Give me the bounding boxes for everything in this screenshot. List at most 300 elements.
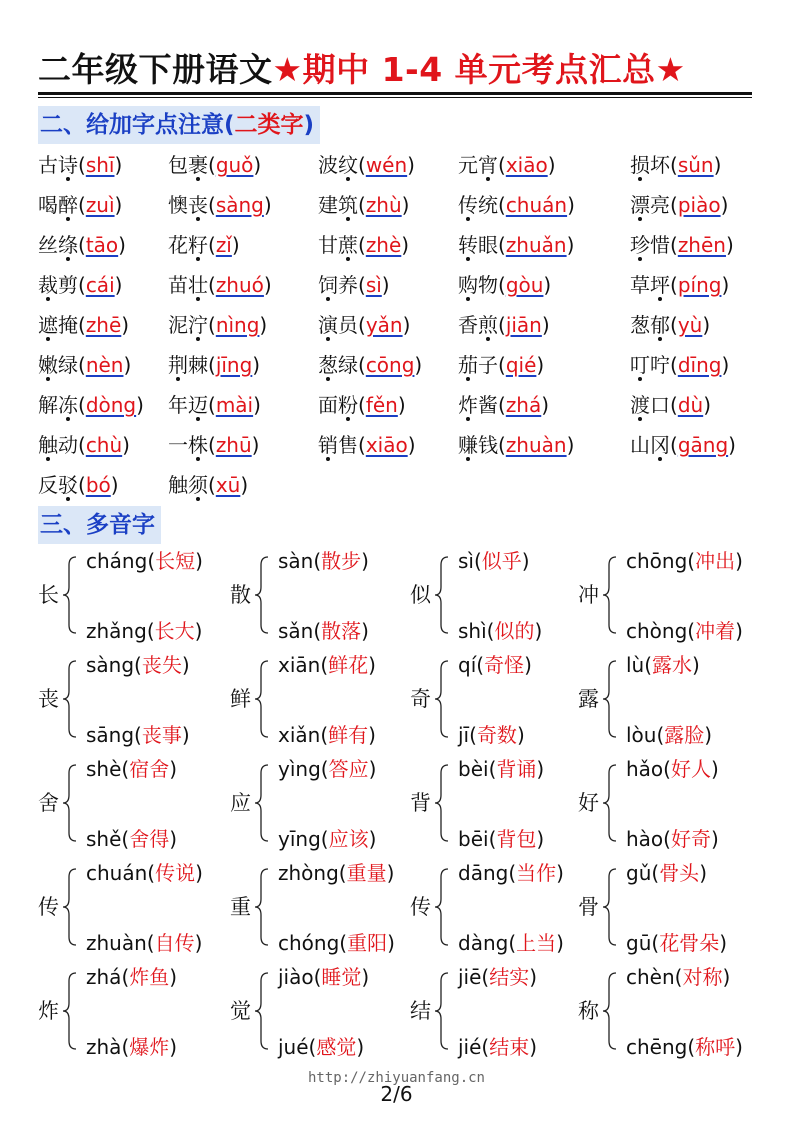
reading-example: 重量 xyxy=(346,861,387,885)
reading-second: shì(似的) xyxy=(458,619,543,643)
reading-pinyin: dàng xyxy=(458,931,509,955)
emphasis-dot xyxy=(326,377,330,381)
emphasis-dot xyxy=(346,417,350,421)
polyphone-char: 结 xyxy=(410,999,431,1023)
emphasis-dot xyxy=(46,337,50,341)
reading-second: zhuàn(自传) xyxy=(86,931,203,955)
word-hanzi: 触动 xyxy=(38,433,78,457)
polyphone-char: 背 xyxy=(410,791,431,815)
word-pinyin: zhū xyxy=(215,433,252,457)
reading-example: 感觉 xyxy=(316,1035,357,1059)
reading-pinyin: qí xyxy=(458,653,477,677)
word-item: 年迈 (mài) xyxy=(168,392,261,418)
reading-second: xiǎn(鲜有) xyxy=(278,723,376,747)
polyphone-char: 传 xyxy=(38,895,59,919)
brace-icon xyxy=(252,971,270,1051)
word-hanzi: 饲养 xyxy=(318,273,358,297)
word-pinyin: jiān xyxy=(505,313,542,337)
reading-pinyin: shě xyxy=(86,827,122,851)
word-pinyin: tāo xyxy=(85,233,119,257)
word-pinyin: bó xyxy=(85,473,111,497)
reading-second: bēi(背包) xyxy=(458,827,545,851)
word-item: 喝醉 (zuì) xyxy=(38,192,122,218)
word-item: 饲养 (sì) xyxy=(318,272,390,298)
word-pinyin: gāng xyxy=(677,433,729,457)
reading-pinyin: hǎo xyxy=(626,757,664,781)
word-hanzi: 漂亮 xyxy=(630,193,670,217)
emphasis-dot xyxy=(466,377,470,381)
brace-icon xyxy=(252,555,270,635)
reading-pinyin: gǔ xyxy=(626,861,652,885)
word-item: 嫩绿 (nèn) xyxy=(38,352,131,378)
reading-example: 爆炸 xyxy=(129,1035,170,1059)
section-label-highlight: 二类字 xyxy=(234,112,304,138)
reading-first: dāng(当作) xyxy=(458,861,564,885)
word-pinyin: qié xyxy=(505,353,537,377)
word-pinyin: xiāo xyxy=(365,433,408,457)
brace-icon xyxy=(60,659,78,739)
polyphone-char: 丧 xyxy=(38,687,59,711)
emphasis-dot xyxy=(66,177,70,181)
word-item: 转眼 (zhuǎn) xyxy=(458,232,574,258)
reading-example: 露水 xyxy=(652,653,693,677)
word-hanzi: 茄子 xyxy=(458,353,498,377)
emphasis-dot xyxy=(658,297,662,301)
section-label: 三、多音字 xyxy=(40,512,155,538)
polyphone-char: 骨 xyxy=(578,895,599,919)
reading-pinyin: sàng xyxy=(86,653,135,677)
emphasis-dot xyxy=(658,457,662,461)
reading-example: 答应 xyxy=(328,757,369,781)
word-pinyin: sàng xyxy=(215,193,264,217)
word-pinyin: zhēn xyxy=(677,233,726,257)
section-label: 二、给加字点注意 xyxy=(40,112,224,138)
word-item: 元宵 (xiāo) xyxy=(458,152,556,178)
word-hanzi: 甘蔗 xyxy=(318,233,358,257)
word-pinyin: cái xyxy=(85,273,115,297)
word-hanzi: 珍惜 xyxy=(630,233,670,257)
emphasis-dot xyxy=(196,217,200,221)
word-pinyin: mài xyxy=(215,393,254,417)
reading-second: hào(好奇) xyxy=(626,827,719,851)
brace-icon xyxy=(432,867,450,947)
polyphone-char: 似 xyxy=(410,583,431,607)
word-item: 漂亮 (piào) xyxy=(630,192,728,218)
reading-example: 丧失 xyxy=(141,653,182,677)
paren-open: ( xyxy=(224,112,235,138)
emphasis-dot xyxy=(196,337,200,341)
reading-first: bèi(背诵) xyxy=(458,757,545,781)
word-pinyin: piào xyxy=(677,193,721,217)
polyphone-char: 鲜 xyxy=(230,687,251,711)
reading-pinyin: sàn xyxy=(278,549,314,573)
polyphone-char: 奇 xyxy=(410,687,431,711)
word-item: 演员 (yǎn) xyxy=(318,312,410,338)
reading-first: chèn(对称) xyxy=(626,965,731,989)
reading-first: chōng(冲出) xyxy=(626,549,743,573)
word-item: 山冈 (gāng) xyxy=(630,432,736,458)
word-hanzi: 嫩绿 xyxy=(38,353,78,377)
emphasis-dot xyxy=(486,337,490,341)
emphasis-dot xyxy=(658,337,662,341)
word-hanzi: 山冈 xyxy=(630,433,670,457)
reading-pinyin: zhòng xyxy=(278,861,339,885)
reading-example: 奇数 xyxy=(476,723,517,747)
reading-example: 似乎 xyxy=(481,549,522,573)
reading-second: jī(奇数) xyxy=(458,723,525,747)
polyphone-char: 称 xyxy=(578,999,599,1023)
polyphone-char: 长 xyxy=(38,583,59,607)
word-item: 面粉 (fěn) xyxy=(318,392,406,418)
word-pinyin: gòu xyxy=(505,273,544,297)
polyphone-char: 觉 xyxy=(230,999,251,1023)
word-hanzi: 喝醉 xyxy=(38,193,78,217)
word-hanzi: 花籽 xyxy=(168,233,208,257)
brace-icon xyxy=(600,763,618,843)
reading-second: shě(舍得) xyxy=(86,827,178,851)
word-item: 销售 (xiāo) xyxy=(318,432,416,458)
word-hanzi: 触须 xyxy=(168,473,208,497)
word-hanzi: 泥泞 xyxy=(168,313,208,337)
word-pinyin: fěn xyxy=(365,393,398,417)
reading-pinyin: bēi xyxy=(458,827,489,851)
word-item: 珍惜 (zhēn) xyxy=(630,232,734,258)
word-item: 荆棘 (jīng) xyxy=(168,352,260,378)
polyphone-char: 冲 xyxy=(578,583,599,607)
page-number: 2/6 xyxy=(380,1082,413,1106)
word-pinyin: xiāo xyxy=(505,153,548,177)
word-pinyin: nèn xyxy=(85,353,124,377)
reading-pinyin: hào xyxy=(626,827,664,851)
word-hanzi: 转眼 xyxy=(458,233,498,257)
reading-second: zhà(爆炸) xyxy=(86,1035,178,1059)
reading-pinyin: chèn xyxy=(626,965,675,989)
word-item: 苗壮 (zhuó) xyxy=(168,272,272,298)
reading-first: lù(露水) xyxy=(626,653,700,677)
emphasis-dot xyxy=(638,377,642,381)
reading-second: jué(感觉) xyxy=(278,1035,365,1059)
word-item: 购物 (gòu) xyxy=(458,272,551,298)
polyphone-char: 舍 xyxy=(38,791,59,815)
reading-first: sàng(丧失) xyxy=(86,653,190,677)
word-pinyin: zhē xyxy=(85,313,122,337)
emphasis-dot xyxy=(66,417,70,421)
brace-icon xyxy=(252,867,270,947)
brace-icon xyxy=(432,971,450,1051)
word-item: 泥泞 (nìng) xyxy=(168,312,267,338)
word-pinyin: zhuàn xyxy=(505,433,567,457)
word-pinyin: cōng xyxy=(365,353,415,377)
reading-second: zhǎng(长大) xyxy=(86,619,203,643)
reading-example: 上当 xyxy=(516,931,557,955)
word-item: 甘蔗 (zhè) xyxy=(318,232,409,258)
emphasis-dot xyxy=(466,217,470,221)
emphasis-dot xyxy=(326,457,330,461)
emphasis-dot xyxy=(466,457,470,461)
word-pinyin: shī xyxy=(85,153,115,177)
reading-pinyin: jiào xyxy=(278,965,314,989)
brace-icon xyxy=(432,555,450,635)
reading-example: 自传 xyxy=(154,931,195,955)
reading-pinyin: shì xyxy=(458,619,487,643)
word-hanzi: 购物 xyxy=(458,273,498,297)
reading-first: chuán(传说) xyxy=(86,861,203,885)
reading-second: sǎn(散落) xyxy=(278,619,369,643)
reading-second: sāng(丧事) xyxy=(86,723,190,747)
reading-pinyin: chóng xyxy=(278,931,340,955)
reading-pinyin: chēng xyxy=(626,1035,688,1059)
reading-example: 好人 xyxy=(670,757,711,781)
reading-second: gū(花骨朵) xyxy=(626,931,727,955)
reading-example: 对称 xyxy=(682,965,723,989)
reading-example: 传说 xyxy=(155,861,196,885)
reading-second: jié(结束) xyxy=(458,1035,538,1059)
word-hanzi: 损坏 xyxy=(630,153,670,177)
section-heading-second-class-chars xyxy=(38,106,320,144)
reading-pinyin: yìng xyxy=(278,757,321,781)
word-hanzi: 元宵 xyxy=(458,153,498,177)
emphasis-dot xyxy=(638,257,642,261)
reading-example: 舍得 xyxy=(129,827,170,851)
word-hanzi: 叮咛 xyxy=(630,353,670,377)
emphasis-dot xyxy=(66,257,70,261)
brace-icon xyxy=(60,971,78,1051)
reading-example: 当作 xyxy=(516,861,557,885)
word-hanzi: 荆棘 xyxy=(168,353,208,377)
emphasis-dot xyxy=(326,337,330,341)
reading-first: sì(似乎) xyxy=(458,549,530,573)
word-hanzi: 波纹 xyxy=(318,153,358,177)
word-item: 葱绿 (cōng) xyxy=(318,352,422,378)
brace-icon xyxy=(600,659,618,739)
word-pinyin: sì xyxy=(365,273,382,297)
word-pinyin: dù xyxy=(677,393,704,417)
brace-icon xyxy=(60,555,78,635)
polyphone-char: 好 xyxy=(578,791,599,815)
word-pinyin: wén xyxy=(365,153,408,177)
word-hanzi: 草坪 xyxy=(630,273,670,297)
emphasis-dot xyxy=(466,417,470,421)
reading-example: 宿舍 xyxy=(129,757,170,781)
reading-example: 睡觉 xyxy=(321,965,362,989)
title-main: 二年级下册语文 xyxy=(38,50,273,89)
word-pinyin: zuì xyxy=(85,193,115,217)
reading-second: chòng(冲着) xyxy=(626,619,743,643)
word-pinyin: jīng xyxy=(215,353,253,377)
word-hanzi: 包裹 xyxy=(168,153,208,177)
word-item: 裁剪 (cái) xyxy=(38,272,122,298)
emphasis-dot xyxy=(196,457,200,461)
reading-example: 背包 xyxy=(496,827,537,851)
emphasis-dot xyxy=(66,217,70,221)
emphasis-dot xyxy=(466,257,470,261)
brace-icon xyxy=(252,763,270,843)
reading-first: zhòng(重量) xyxy=(278,861,395,885)
word-item: 草坪 (píng) xyxy=(630,272,729,298)
reading-first: jiào(睡觉) xyxy=(278,965,370,989)
reading-pinyin: bèi xyxy=(458,757,489,781)
reading-pinyin: dāng xyxy=(458,861,509,885)
polyphone-char: 露 xyxy=(578,687,599,711)
reading-second: chēng(称呼) xyxy=(626,1035,743,1059)
word-item: 波纹 (wén) xyxy=(318,152,415,178)
brace-icon xyxy=(432,763,450,843)
footer-url: http://zhiyuanfang.cn xyxy=(307,1070,485,1086)
reading-example: 散步 xyxy=(321,549,362,573)
reading-pinyin: chòng xyxy=(626,619,688,643)
reading-pinyin: zhá xyxy=(86,965,122,989)
reading-example: 似的 xyxy=(494,619,535,643)
word-hanzi: 年迈 xyxy=(168,393,208,417)
emphasis-dot xyxy=(46,457,50,461)
word-hanzi: 面粉 xyxy=(318,393,358,417)
title-rule-thin xyxy=(38,97,752,98)
emphasis-dot xyxy=(196,257,200,261)
word-item: 遮掩 (zhē) xyxy=(38,312,129,338)
reading-first: yìng(答应) xyxy=(278,757,377,781)
word-pinyin: guǒ xyxy=(215,153,254,177)
reading-first: xiān(鲜花) xyxy=(278,653,376,677)
reading-pinyin: sāng xyxy=(86,723,135,747)
brace-icon xyxy=(600,971,618,1051)
reading-pinyin: jié xyxy=(458,1035,482,1059)
word-item: 损坏 (sǔn) xyxy=(630,152,721,178)
emphasis-dot xyxy=(346,217,350,221)
word-pinyin: zhá xyxy=(505,393,542,417)
word-pinyin: zhè xyxy=(365,233,402,257)
reading-example: 鲜有 xyxy=(328,723,369,747)
reading-example: 长大 xyxy=(154,619,195,643)
page-title xyxy=(38,48,758,92)
title-highlight: ★期中 1-4 单元考点汇总★ xyxy=(272,50,686,89)
word-hanzi: 反驳 xyxy=(38,473,78,497)
reading-second: yīng(应该) xyxy=(278,827,377,851)
word-item: 葱郁 (yù) xyxy=(630,312,710,338)
emphasis-dot xyxy=(46,377,50,381)
reading-first: shè(宿舍) xyxy=(86,757,178,781)
word-hanzi: 古诗 xyxy=(38,153,78,177)
word-item: 炸酱 (zhá) xyxy=(458,392,549,418)
brace-icon xyxy=(432,659,450,739)
reading-example: 花骨朵 xyxy=(659,931,720,955)
reading-example: 散落 xyxy=(321,619,362,643)
reading-pinyin: lù xyxy=(626,653,645,677)
reading-second: lòu(露脸) xyxy=(626,723,713,747)
reading-example: 背诵 xyxy=(496,757,537,781)
reading-example: 炸鱼 xyxy=(129,965,170,989)
reading-example: 鲜花 xyxy=(328,653,369,677)
word-item: 丝绦 (tāo) xyxy=(38,232,126,258)
reading-pinyin: zhuàn xyxy=(86,931,147,955)
word-pinyin: sǔn xyxy=(677,153,714,177)
reading-pinyin: gū xyxy=(626,931,652,955)
reading-pinyin: cháng xyxy=(86,549,148,573)
word-item: 赚钱 (zhuàn) xyxy=(458,432,574,458)
word-item: 叮咛 (dīng) xyxy=(630,352,729,378)
word-item: 花籽 (zǐ) xyxy=(168,232,240,258)
word-hanzi: 解冻 xyxy=(38,393,78,417)
word-item: 香煎 (jiān) xyxy=(458,312,550,338)
reading-example: 奇怪 xyxy=(484,653,525,677)
word-item: 反驳 (bó) xyxy=(38,472,119,498)
emphasis-dot xyxy=(196,177,200,181)
reading-example: 冲出 xyxy=(695,549,736,573)
word-hanzi: 遮掩 xyxy=(38,313,78,337)
word-item: 解冻 (dòng) xyxy=(38,392,144,418)
word-hanzi: 炸酱 xyxy=(458,393,498,417)
reading-example: 结束 xyxy=(489,1035,530,1059)
reading-example: 应该 xyxy=(328,827,369,851)
reading-pinyin: lòu xyxy=(626,723,657,747)
word-hanzi: 丝绦 xyxy=(38,233,78,257)
emphasis-dot xyxy=(638,217,642,221)
word-hanzi: 赚钱 xyxy=(458,433,498,457)
polyphone-char: 重 xyxy=(230,895,251,919)
word-item: 传统 (chuán) xyxy=(458,192,575,218)
word-hanzi: 葱绿 xyxy=(318,353,358,377)
reading-second: dàng(上当) xyxy=(458,931,564,955)
reading-pinyin: sǎn xyxy=(278,619,314,643)
reading-first: hǎo(好人) xyxy=(626,757,719,781)
reading-example: 骨头 xyxy=(659,861,700,885)
emphasis-dot xyxy=(196,417,200,421)
reading-first: cháng(长短) xyxy=(86,549,203,573)
word-item: 一株 (zhū) xyxy=(168,432,259,458)
emphasis-dot xyxy=(196,297,200,301)
emphasis-dot xyxy=(196,497,200,501)
polyphone-char: 传 xyxy=(410,895,431,919)
brace-icon xyxy=(600,867,618,947)
reading-pinyin: chōng xyxy=(626,549,688,573)
word-hanzi: 一株 xyxy=(168,433,208,457)
word-hanzi: 渡口 xyxy=(630,393,670,417)
reading-example: 重阳 xyxy=(347,931,388,955)
reading-second: chóng(重阳) xyxy=(278,931,395,955)
word-item: 古诗 (shī) xyxy=(38,152,122,178)
reading-example: 冲着 xyxy=(695,619,736,643)
reading-example: 露脸 xyxy=(664,723,705,747)
reading-pinyin: xiān xyxy=(278,653,321,677)
emphasis-dot xyxy=(638,177,642,181)
word-pinyin: chuán xyxy=(505,193,568,217)
word-hanzi: 销售 xyxy=(318,433,358,457)
polyphone-char: 炸 xyxy=(38,999,59,1023)
word-pinyin: xū xyxy=(215,473,241,497)
word-pinyin: yǎn xyxy=(365,313,403,337)
emphasis-dot xyxy=(638,417,642,421)
word-pinyin: nìng xyxy=(215,313,260,337)
word-hanzi: 葱郁 xyxy=(630,313,670,337)
word-hanzi: 传统 xyxy=(458,193,498,217)
title-rule-thick xyxy=(38,92,752,95)
polyphone-char: 应 xyxy=(230,791,251,815)
word-hanzi: 懊丧 xyxy=(168,193,208,217)
reading-pinyin: zhǎng xyxy=(86,619,147,643)
reading-example: 丧事 xyxy=(141,723,182,747)
reading-first: qí(奇怪) xyxy=(458,653,532,677)
word-item: 懊丧 (sàng) xyxy=(168,192,272,218)
reading-pinyin: sì xyxy=(458,549,474,573)
reading-example: 结实 xyxy=(489,965,530,989)
reading-first: zhá(炸鱼) xyxy=(86,965,178,989)
brace-icon xyxy=(60,763,78,843)
reading-first: jiē(结实) xyxy=(458,965,538,989)
reading-example: 好奇 xyxy=(670,827,711,851)
emphasis-dot xyxy=(176,377,180,381)
word-pinyin: dīng xyxy=(677,353,722,377)
reading-pinyin: shè xyxy=(86,757,122,781)
reading-example: 长短 xyxy=(155,549,196,573)
